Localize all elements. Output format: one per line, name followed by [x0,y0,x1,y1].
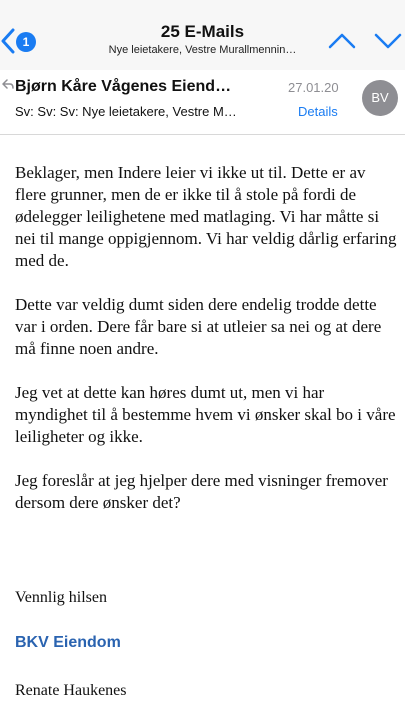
header-divider [0,134,405,135]
company-name: BKV Eiendom [15,634,121,651]
message-header [0,74,405,136]
chevron-left-icon [0,28,16,54]
unread-count-badge: 1 [16,32,36,52]
message-subject: Sv: Sv: Sv: Nye leietakere, Vestre M… [15,104,237,119]
sender-name: Bjørn Kåre Vågenes Eiend… [15,78,232,95]
chevron-up-icon[interactable] [326,30,358,52]
signer-name: Renate Haukenes [15,682,127,699]
body-paragraph: Jeg vet at dette kan høres dumt ut, men vi har myndighet til å bestemme hvem vi ønsker skal bo i våre leiligheter og ikke. [15,383,396,446]
thread-subtitle: Nye leietakere, Vestre Murallmennin… [108,44,297,56]
mailbox-title: 25 E-Mails [160,22,245,41]
navigation-bar [0,0,405,70]
body-paragraph: Beklager, men Indere leier vi ikke ut til. Dette er av flere grunner, men de er ikke til å stole på fordi de ødelegger leilighetene med matlaging. Vi har måtte si nei til mange oppigjennom. Vi har veldig dårlig erfaring med de. [15,163,397,270]
message-date: 27.01.20 [288,80,339,95]
chevron-down-icon[interactable] [372,30,404,52]
email-body [15,162,400,536]
reply-arrow-icon [2,78,14,90]
avatar[interactable]: BV [362,80,398,116]
back-button[interactable] [0,26,44,56]
body-paragraph: Dette var veldig dumt siden dere endelig trodde dette var i orden. Dere får bare si at utleier sa nei og at dere må finne noen andre. [15,295,382,358]
body-paragraph: Jeg foreslår at jeg hjelper dere med visninger fremover dersom dere ønsker det? [15,471,388,512]
signature-greeting: Vennlig hilsen [15,589,107,606]
details-link[interactable]: Details [298,104,338,119]
